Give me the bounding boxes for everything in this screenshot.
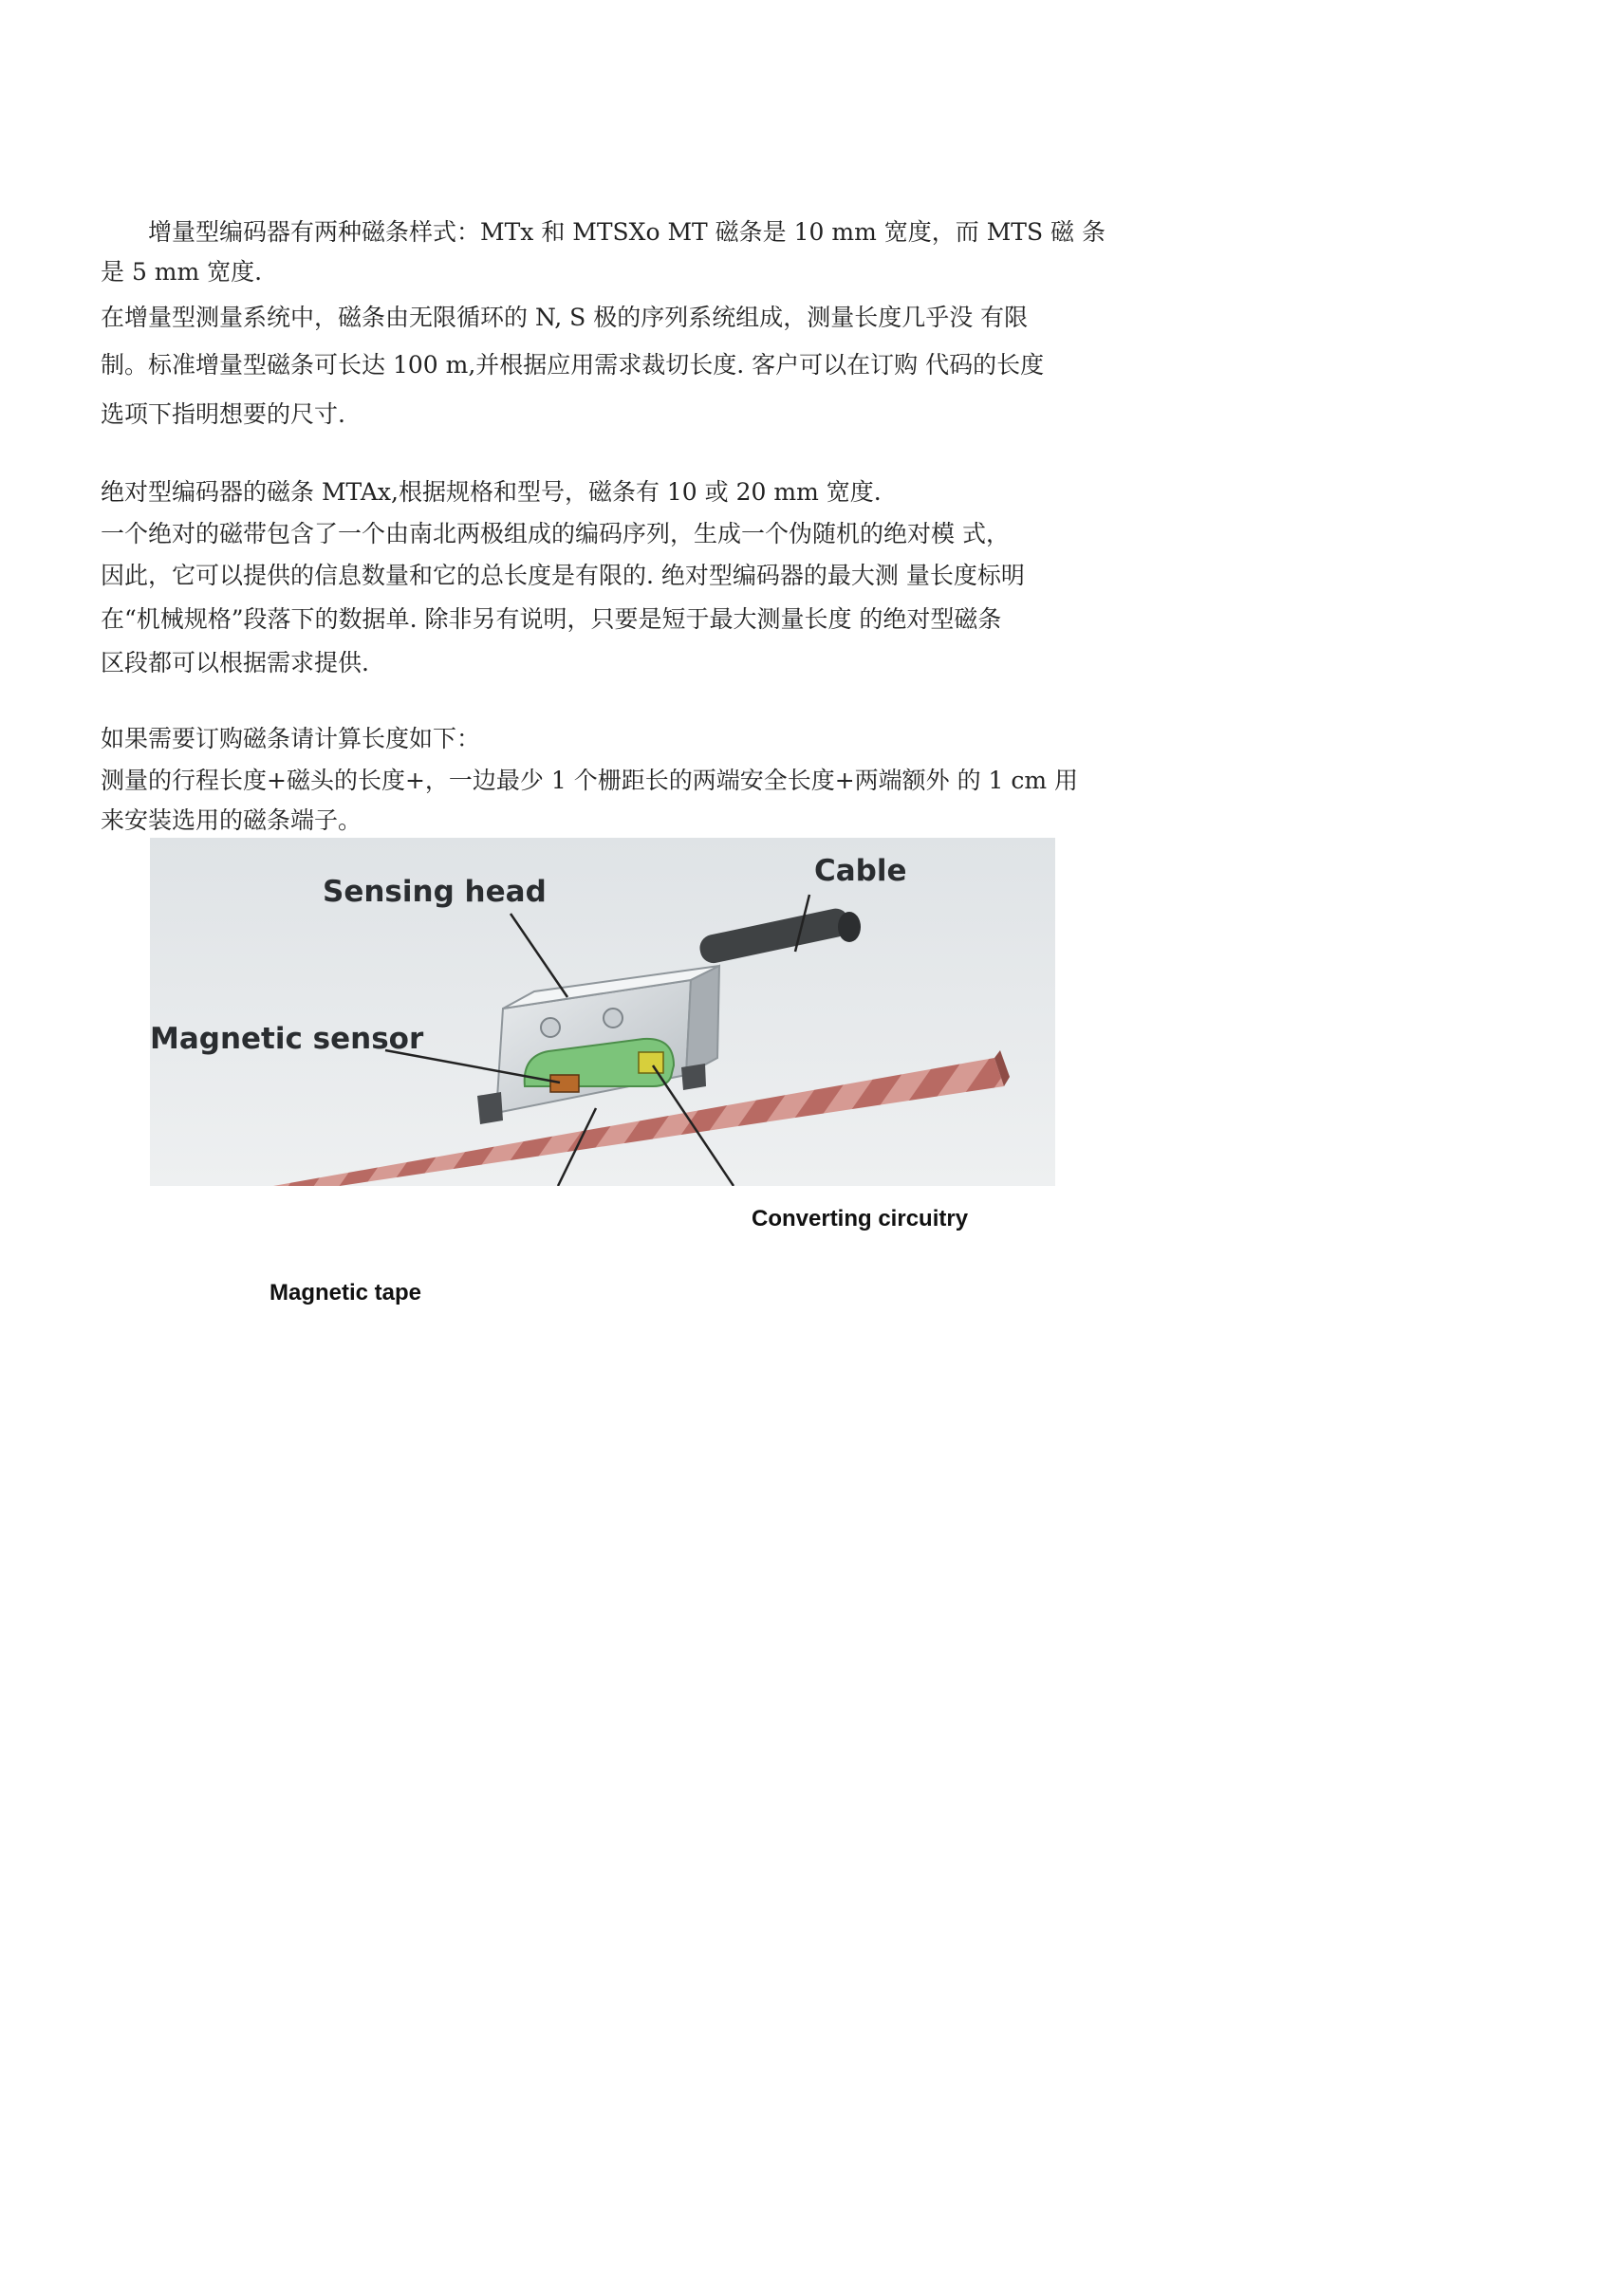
incremental-line-3: 在增量型测量系统中，磁条由无限循环的 N, S 极的序列系统组成，测量长度几乎没 有限 — [101, 304, 1029, 331]
incremental-line-1: 增量型编码器有两种磁条样式：MTx 和 MTSXo MT 磁条是 10 mm 宽度，而 MTS 磁 条 — [101, 218, 1106, 246]
label-cable: Cable — [814, 854, 907, 888]
label-sensing-head: Sensing head — [323, 875, 547, 909]
label-magnetic-sensor: Magnetic sensor — [150, 1022, 424, 1056]
caption-magnetic-tape: Magnetic tape — [269, 1280, 422, 1305]
ordering-line-2: 测量的行程长度+磁头的长度+，一边最少 1 个栅距长的两端安全长度+两端额外 的 1 cm 用 — [101, 767, 1079, 794]
incremental-line-2: 是 5 mm 宽度. — [101, 258, 263, 286]
caption-converting-circuitry: Converting circuitry — [752, 1206, 969, 1231]
ordering-line-1: 如果需要订购磁条请计算长度如下： — [101, 725, 481, 752]
absolute-line-1: 绝对型编码器的磁条 MTAx,根据规格和型号，磁条有 10 或 20 mm 宽度. — [101, 478, 882, 506]
sensor-figure — [150, 838, 1055, 1186]
absolute-line-5: 区段都可以根据需求提供. — [101, 649, 369, 676]
absolute-line-4: 在“机械规格”段落下的数据单. 除非另有说明，只要是短于最大测量长度 的绝对型磁条 — [101, 605, 1002, 633]
absolute-line-2: 一个绝对的磁带包含了一个由南北两极组成的编码序列，生成一个伪随机的绝对模 式， — [101, 520, 1010, 547]
incremental-line-5: 选项下指明想要的尺寸. — [101, 400, 345, 428]
ordering-line-3: 来安装选用的磁条端子。 — [101, 806, 362, 834]
incremental-line-4: 制。标准增量型磁条可长达 100 m,并根据应用需求裁切长度. 客户可以在订购 代码的长度 — [101, 351, 1045, 379]
absolute-line-3: 因此，它可以提供的信息数量和它的总长度是有限的. 绝对型编码器的最大测 量长度标明 — [101, 562, 1025, 589]
